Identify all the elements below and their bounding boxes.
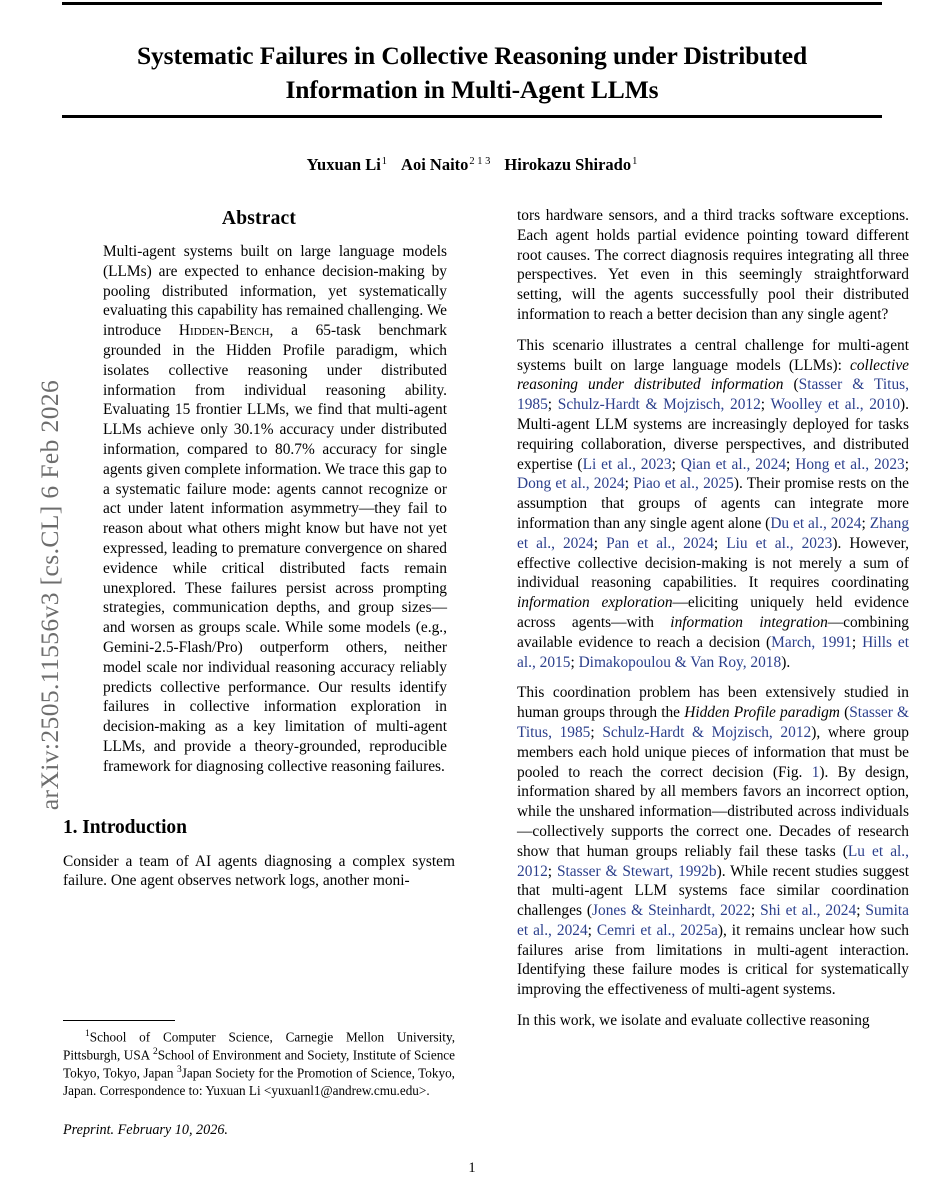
p3-text-g: ). While recent studies suggest that multi-agent LLM systems face similar coordination challenges ( (517, 862, 909, 920)
citation-link[interactable]: Hills et al., 2015 (517, 633, 910, 671)
p2-text-b: ( (783, 376, 799, 394)
citation-link[interactable]: Zhang et al., 2024 (517, 514, 910, 552)
p3-text-i: ; (856, 902, 866, 920)
p2-text-j: ). Their promise rests on the assumption that groups of agents can integrate more information than any single agent alone ( (517, 475, 910, 532)
citation-link[interactable]: Stasser & Stewart, 1992b (556, 862, 717, 880)
arxiv-stamp (0, 0, 64, 1200)
abstract-heading: Abstract (221, 208, 297, 229)
intro-paragraph-1-continued: tors hardware sensors, and a third tracks software exceptions. Each agent holds partial evidence pointing toward different root causes. The correct diagnosis requires integrating all three perspectives. Yet even in this seemingly straightforward setting, will the agents successfully pool their distributed information to reach a better decision than any single agent? (517, 207, 909, 323)
citation-link[interactable]: Stasser & Titus, 1985 (517, 376, 909, 414)
p2-text-i: ; (624, 475, 634, 493)
p2-emphasis-1: collective reasoning under distributed information (517, 356, 909, 394)
citation-link[interactable]: Cemri et al., 2025a (596, 921, 718, 939)
p2-text-k: ; (861, 514, 870, 532)
p2-text-m: ; (713, 534, 727, 552)
left-column (63, 206, 455, 891)
p2-text-h: ; (904, 455, 910, 473)
p2-text-r: ; (570, 653, 579, 671)
p3-text-e: ). By design, information shared by all members favors an incorrect option, while the unshared information—distributed across individuals—collectively supports the correct one. Decades of research show that human groups reliably fail these tasks ( (517, 763, 909, 860)
abstract-body (63, 242, 455, 777)
page-title: Systematic Failures in Collective Reasoning under Distributed Information in Multi-Agent LLMs (136, 41, 808, 104)
citation-link[interactable]: Dong et al., 2024 (517, 475, 625, 493)
footnote-mark-1: 1 (85, 1029, 90, 1039)
p3-text-f: ; (547, 862, 557, 880)
citation-link[interactable]: Qian et al., 2024 (680, 455, 787, 473)
footnote-block (63, 1020, 455, 1140)
section-heading-introduction: 1. Introduction (63, 816, 187, 838)
p2-text-a: This scenario illustrates a central challenge for multi-agent systems built on large language models (LLMs): (517, 336, 909, 374)
footnote-mark-3: 3 (176, 1065, 182, 1076)
preprint-notice: Preprint. February 10, 2026. (63, 1122, 228, 1139)
intro-paragraph-1-left: Consider a team of AI agents diagnosing a complex system failure. One agent observes network logs, another moni- (63, 852, 455, 890)
p3-text-j: ; (587, 921, 597, 939)
citation-link[interactable]: Piao et al., 2025 (633, 475, 734, 493)
citation-link[interactable]: March, 1991 (771, 633, 852, 651)
top-rule (62, 2, 882, 5)
intro-paragraph-2 (517, 336, 909, 673)
citation-link[interactable]: Shi et al., 2024 (760, 902, 857, 920)
author-name-2: Aoi Naito (401, 155, 469, 174)
p2-text-l: ; (593, 534, 607, 552)
abstract-text-part1: Multi-agent systems built on large language models (LLMs) are expected to enhance decision-making by pooling distributed information, yet systematically evaluating this capability has remained challenging. We introduce (103, 243, 447, 340)
intro-paragraph-3 (517, 683, 909, 1000)
p2-emphasis-2: information exploration (517, 594, 673, 612)
citation-link[interactable]: Du et al., 2024 (770, 514, 862, 532)
citation-link[interactable]: Schulz-Hardt & Mojzisch, 2012 (557, 396, 761, 414)
footnote-mark-2: 2 (152, 1047, 158, 1058)
p3-text-h: ; (750, 902, 761, 920)
author-affil-marks-3: 1 (632, 155, 638, 167)
affiliation-3-and-correspondence: Japan Society for the Promotion of Science, Tokyo, Japan. Correspondence to: Yuxuan Li <yuxuanl1@andrew.cmu.edu>. (63, 1065, 455, 1098)
p3-text-c: ; (590, 723, 603, 741)
p2-text-g: ; (786, 455, 796, 473)
author-affil-marks-1: 1 (381, 155, 388, 167)
figure-reference-link[interactable]: 1 (811, 763, 820, 781)
p2-text-f: ; (671, 455, 681, 473)
affiliation-2: School of Environment and Society, Institute of Science Tokyo, Tokyo, Japan (63, 1047, 455, 1081)
author-list (62, 155, 882, 175)
p2-emphasis-3: information integration (670, 613, 828, 631)
right-column (517, 206, 909, 1031)
p2-text-d: ; (760, 396, 771, 414)
p3-text-a: This coordination problem has been extensively studied in human groups through the (517, 684, 909, 722)
p2-text-p: —combining available evidence to reach a decision ( (517, 613, 909, 651)
intro-paragraph-4: In this work, we isolate and evaluate collective reasoning (517, 1012, 870, 1030)
author-name-3: Hirokazu Shirado (504, 155, 632, 174)
page-number: 1 (468, 1160, 476, 1176)
citation-link[interactable]: Schulz-Hardt & Mojzisch, 2012 (602, 723, 812, 741)
citation-link[interactable]: Sumita et al., 2024 (517, 902, 910, 939)
p2-text-s: ). (781, 653, 791, 671)
citation-link[interactable]: Pan et al., 2024 (606, 534, 714, 552)
benchmark-name: Hidden-Bench (178, 322, 270, 340)
author-name-1: Yuxuan Li (306, 155, 381, 174)
citation-link[interactable]: Woolley et al., 2010 (770, 396, 901, 414)
title-rule (62, 115, 882, 118)
abstract-text-part2: , a 65-task benchmark grounded in the Hidden Profile paradigm, which isolates collective reasoning under distributed information from individual reasoning ability. Evaluating 15 frontier LLMs, we find that multi-agent LLMs achieve only 30.1% accuracy under distributed information, compared to 80.7% accuracy for single agents given complete information. We trace this gap to a systematic failure mode: agents cannot recognize or act under latent information asymmetry—they fail to reason about what others might know but have not yet expressed, leading to premature convergence on shared evidence while critical distributed facts remain unexplored. These failures persist across prompting strategies, communication depths, and group sizes—and worsen as groups scale. While some models (e.g., Gemini-2.5-Flash/Pro) outperform others, neither model scale nor individual reasoning accuracy reliably predicts collective performance. Our results identify failures in collective information exploration in decision-making as a key limitation of multi-agent LLMs, and provide a theory-grounded, reproducible framework for diagnosing collective reasoning failures. (103, 322, 448, 775)
p2-text-n: ). However, effective collective decision-making is not merely a sum of individual reasoning capabilities. It requires coordinating (517, 534, 910, 592)
p2-text-q: ; (851, 633, 863, 651)
p3-emphasis-1: Hidden Profile paradigm (684, 704, 840, 722)
citation-link[interactable]: Stasser & Titus, 1985 (517, 704, 909, 741)
citation-link[interactable]: Jones & Steinhardt, 2022 (592, 902, 751, 920)
p3-text-d: ), where group members each hold unique pieces of information that must be pooled to reach the correct decision (Fig. (517, 723, 909, 781)
paper-page (62, 0, 910, 1200)
p2-text-e: ). Multi-agent LLM systems are increasingly deployed for tasks requiring collaboration, diverse perspectives, and distributed expertise ( (517, 396, 910, 473)
affiliation-footnote (63, 1028, 455, 1099)
citation-link[interactable]: Hong et al., 2023 (795, 455, 905, 473)
p2-text-o: —eliciting uniquely held evidence across agents—with (517, 594, 909, 631)
arxiv-stamp-text: arXiv:2505.11556v3 [cs.CL] 6 Feb 2026 (35, 379, 64, 811)
p3-text-k: ), it remains unclear how such failures arise from limitations in multi-agent interaction. Identifying these failure modes is critical for systematically improving the effectiveness of multi-agent systems. (517, 921, 910, 999)
citation-link[interactable]: Liu et al., 2023 (726, 534, 833, 552)
footnote-rule (63, 1020, 175, 1021)
p3-text-b: ( (839, 704, 850, 722)
affiliation-1: School of Computer Science, Carnegie Mellon University, Pittsburgh, USA (63, 1029, 455, 1063)
author-affil-marks-2: 2 1 3 (469, 155, 491, 167)
citation-link[interactable]: Lu et al., 2012 (517, 842, 909, 880)
citation-link[interactable]: Dimakopoulou & Van Roy, 2018 (578, 653, 782, 671)
p2-text-c: ; (547, 396, 558, 414)
citation-link[interactable]: Li et al., 2023 (582, 455, 672, 473)
